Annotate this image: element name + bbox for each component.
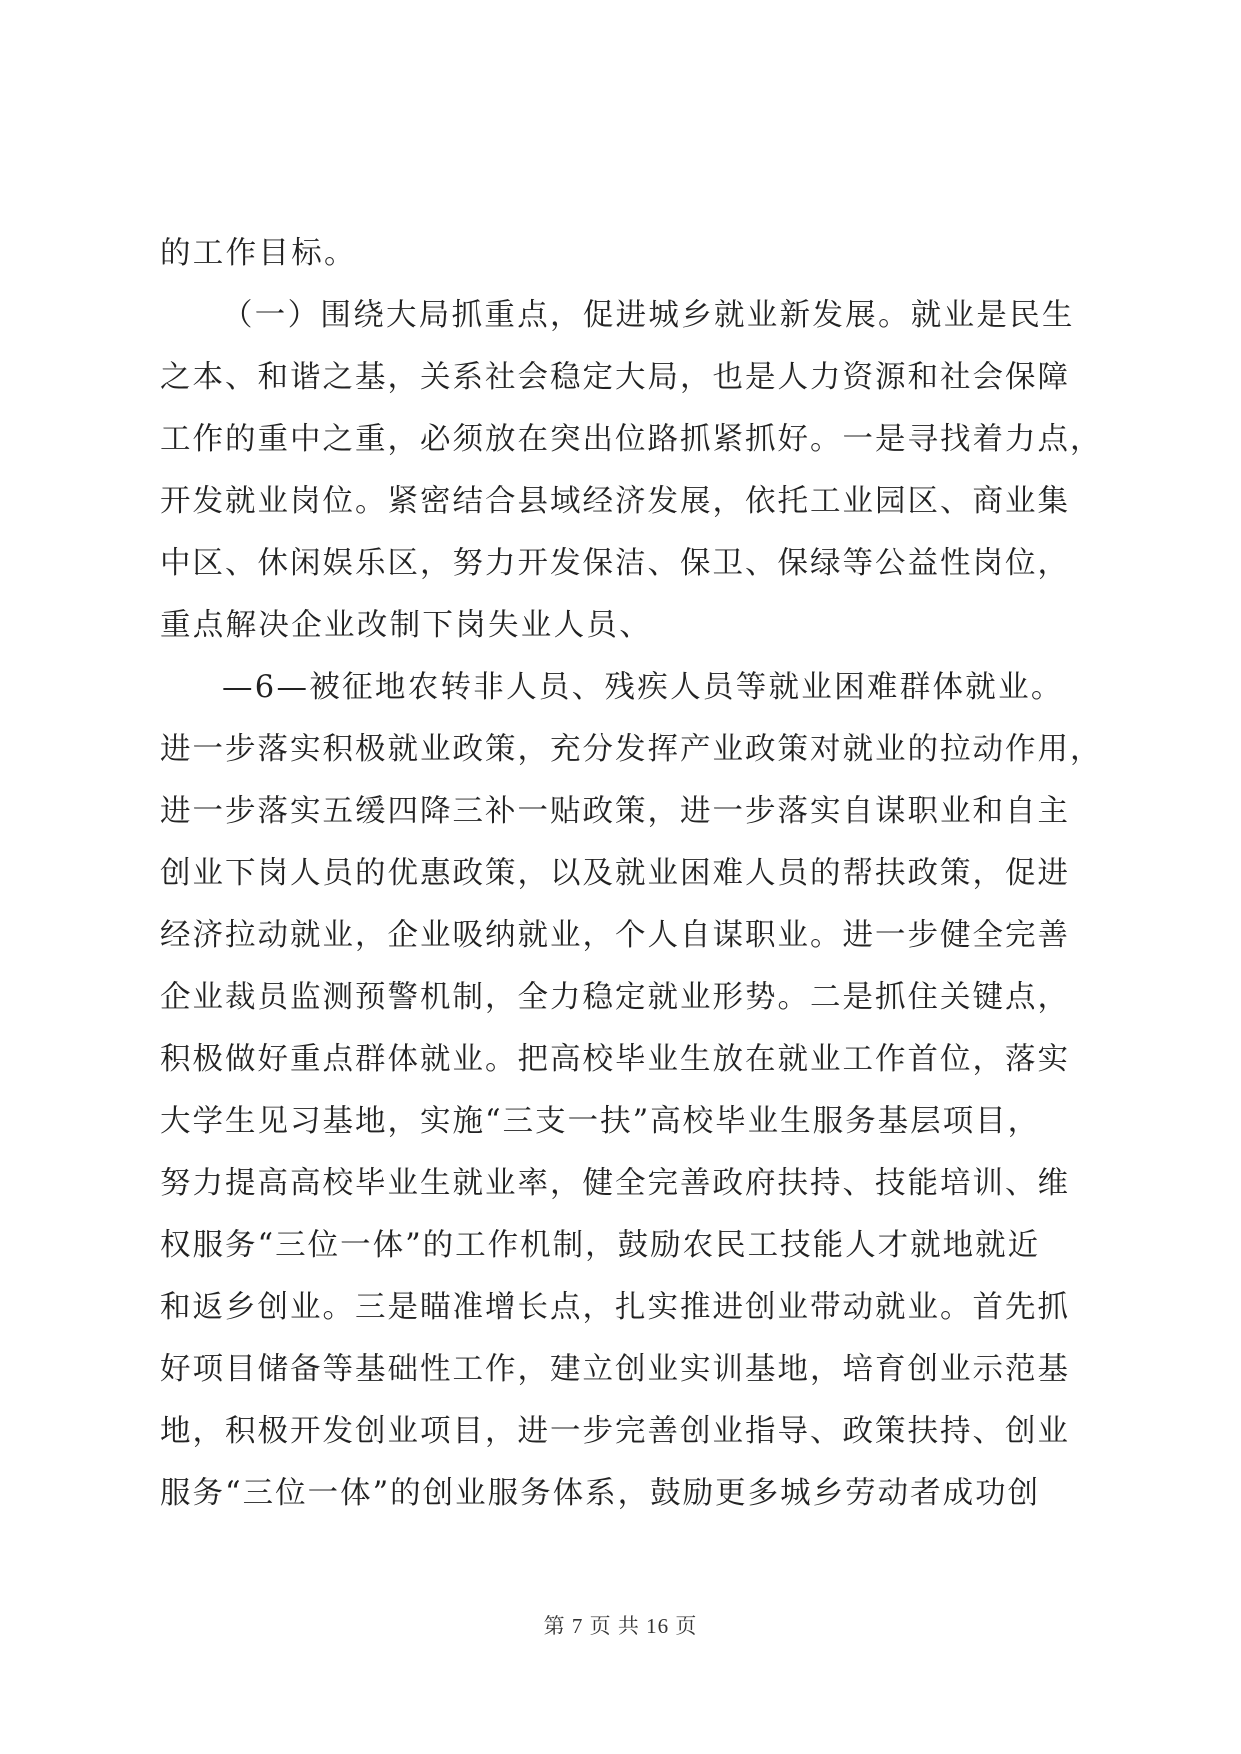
text-line: 工作的重中之重，必须放在突出位路抓紧抓好。一是寻找着力点， [160, 422, 1103, 457]
text-line: 重点解决企业改制下岗失业人员、 [160, 608, 652, 643]
text-line: 积极做好重点群体就业。把高校毕业生放在就业工作首位，落实 [160, 1042, 1070, 1077]
text-line: 地，积极开发创业项目，进一步完善创业指导、政策扶持、创业 [160, 1414, 1070, 1449]
text-line: 的工作目标。 [160, 236, 357, 271]
text-line: 努力提高高校毕业生就业率，健全完善政府扶持、技能培训、维 [160, 1166, 1070, 1201]
text-line: 和返乡创业。三是瞄准增长点，扎实推进创业带动就业。首先抓 [160, 1290, 1070, 1325]
text-line: 开发就业岗位。紧密结合县域经济发展，依托工业园区、商业集 [160, 484, 1070, 519]
text-line: —6—被征地农转非人员、残疾人员等就业困难群体就业。 [222, 670, 1064, 705]
text-line: （一）围绕大局抓重点，促进城乡就业新发展。就业是民生 [222, 298, 1075, 333]
text-line: 中区、休闲娱乐区，努力开发保洁、保卫、保绿等公益性岗位， [160, 546, 1070, 581]
text-line: 企业裁员监测预警机制，全力稳定就业形势。二是抓住关键点， [160, 980, 1070, 1015]
text-line: 权服务“三位一体”的工作机制，鼓励农民工技能人才就地就近 [160, 1228, 1041, 1263]
text-line: 好项目储备等基础性工作，建立创业实训基地，培育创业示范基 [160, 1352, 1070, 1387]
text-line: 服务“三位一体”的创业服务体系，鼓励更多城乡劳动者成功创 [160, 1476, 1041, 1511]
text-line: 创业下岗人员的优惠政策，以及就业困难人员的帮扶政策，促进 [160, 856, 1070, 891]
text-line: 大学生见习基地，实施“三支一扶”高校毕业生服务基层项目， [160, 1104, 1041, 1139]
text-line: 经济拉动就业，企业吸纳就业，个人自谋职业。进一步健全完善 [160, 918, 1070, 953]
text-line: 进一步落实五缓四降三补一贴政策，进一步落实自谋职业和自主 [160, 794, 1070, 829]
text-line: 之本、和谐之基，关系社会稳定大局，也是人力资源和社会保障 [160, 360, 1070, 395]
text-line: 进一步落实积极就业政策，充分发挥产业政策对就业的拉动作用， [160, 732, 1103, 767]
page-number-footer: 第 7 页 共 16 页 [543, 1614, 698, 1638]
